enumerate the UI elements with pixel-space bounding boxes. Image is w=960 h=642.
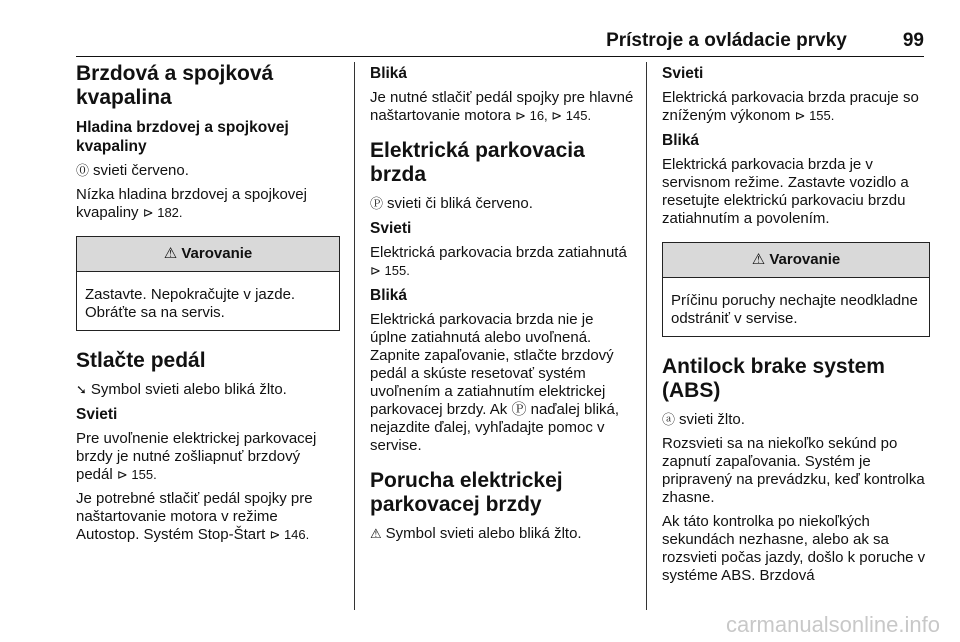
subsection-title: Svieti bbox=[662, 65, 704, 82]
column-3 bbox=[662, 62, 930, 591]
page-reference[interactable]: ⊳ 182. bbox=[142, 205, 183, 220]
subsection-title: Svieti bbox=[370, 220, 412, 237]
paragraph: Nízka hladina brzdovej a spojkovej kvapaliny ⊳ 182. bbox=[76, 186, 307, 221]
column-1 bbox=[76, 62, 340, 550]
page-reference[interactable]: ⊳ 16, ⊳ 145. bbox=[515, 108, 592, 123]
paragraph: Elektrická parkovacia brzda pracuje so zníženým výkonom ⊳ 155. bbox=[662, 89, 919, 124]
paragraph: Elektrická parkovacia brzda zatiahnutá ⊳ 155. bbox=[370, 244, 627, 278]
paragraph: Ak táto kontrolka po niekoľkých sekundách nezhasne, alebo ak sa rozsvieti počas jazdy, došlo k poruche v systéme ABS. Brzdová bbox=[662, 513, 926, 584]
section-title: Antilock brake system (ABS) bbox=[662, 355, 885, 402]
subsection-title: Bliká bbox=[662, 132, 700, 149]
section-title: Stlačte pedál bbox=[76, 349, 206, 372]
parking-brake-fault-icon: ⚠ bbox=[370, 526, 382, 541]
watermark: carmanualsonline.info bbox=[725, 612, 940, 637]
column-2 bbox=[370, 62, 634, 549]
paragraph: Ⓟ svieti či bliká červeno. bbox=[370, 195, 533, 212]
warning-header: ⚠ Varovanie bbox=[663, 243, 929, 278]
page-number: 99 bbox=[902, 30, 924, 51]
subsection-title: Hladina brzdovej a spojkovej kvapaliny bbox=[76, 119, 289, 155]
brake-fluid-icon: ⓪ bbox=[76, 163, 90, 178]
paragraph: Je nutné stlačiť pedál spojky pre hlavné naštartovanie motora ⊳ 16, ⊳ 145. bbox=[370, 89, 634, 124]
paragraph: Elektrická parkovacia brzda nie je úplne zatiahnutá alebo uvoľnená. Zapnite zapaľovanie, stlačte brzdový pedál a skúste resetovať systém uvoľnením a zatiahnutím elektrickej parkovacej brzdy. Ak Ⓟ naďalej bliká, nejazdite ďalej, vyhľadajte pomoc v servise. bbox=[370, 311, 620, 454]
abs-icon: ⓐ bbox=[662, 412, 676, 427]
page-reference[interactable]: ⊳ 155. bbox=[116, 467, 157, 482]
page-reference[interactable]: ⊳ 146. bbox=[269, 527, 310, 542]
paragraph: ➘ Symbol svieti alebo bliká žlto. bbox=[76, 381, 287, 398]
paragraph: ⚠ Symbol svieti alebo bliká žlto. bbox=[370, 525, 582, 542]
warning-text: Zastavte. Nepokračujte v jazde. Obráťte sa na servis. bbox=[85, 286, 296, 321]
page-reference[interactable]: ⊳ 155. bbox=[370, 263, 410, 278]
section-title: Brzdová a spojková kvapalina bbox=[76, 62, 274, 109]
paragraph: Je potrebné stlačiť pedál spojky pre naštartovanie motora v režime Autostop. Systém Stop-Štart ⊳ 146. bbox=[76, 490, 313, 543]
column-divider bbox=[354, 62, 355, 610]
foot-pedal-icon: ➘ bbox=[76, 382, 87, 397]
column-divider bbox=[646, 62, 647, 610]
section-title: Porucha elektrickej parkovacej brzdy bbox=[370, 469, 563, 516]
page-header bbox=[76, 26, 924, 57]
parking-brake-icon: Ⓟ bbox=[370, 196, 384, 211]
warning-icon: ⚠ bbox=[751, 251, 766, 268]
paragraph: Pre uvoľnenie elektrickej parkovacej brzdy je nutné zošliapnuť brzdový pedál ⊳ 155. bbox=[76, 430, 317, 483]
warning-box bbox=[662, 242, 930, 337]
paragraph: Rozsvieti sa na niekoľko sekúnd po zapnutí zapaľovania. Systém je pripravený na prevádzku, keď kontrolka zhasne. bbox=[662, 435, 925, 506]
paragraph: ⓪ svieti červeno. bbox=[76, 162, 189, 179]
warning-icon: ⚠ bbox=[163, 245, 178, 262]
warning-box bbox=[76, 236, 340, 331]
subsection-title: Bliká bbox=[370, 287, 408, 304]
header-title: Prístroje a ovládacie prvky bbox=[606, 30, 847, 51]
page-reference[interactable]: ⊳ 155. bbox=[794, 108, 835, 123]
subsection-title: Svieti bbox=[76, 406, 118, 423]
warning-text: Príčinu poruchy nechajte neodkladne odstrániť v servise. bbox=[671, 292, 918, 327]
section-title: Elektrická parkovacia brzda bbox=[370, 139, 585, 186]
subsection-title: Bliká bbox=[370, 65, 408, 82]
paragraph: Elektrická parkovacia brzda je v servisnom režime. Zastavte vozidlo a resetujte elektrickú parkovaciu brzdu zatiahnutím a povolením. bbox=[662, 156, 909, 227]
paragraph: ⓐ svieti žlto. bbox=[662, 411, 745, 428]
warning-header: ⚠ Varovanie bbox=[77, 237, 339, 272]
